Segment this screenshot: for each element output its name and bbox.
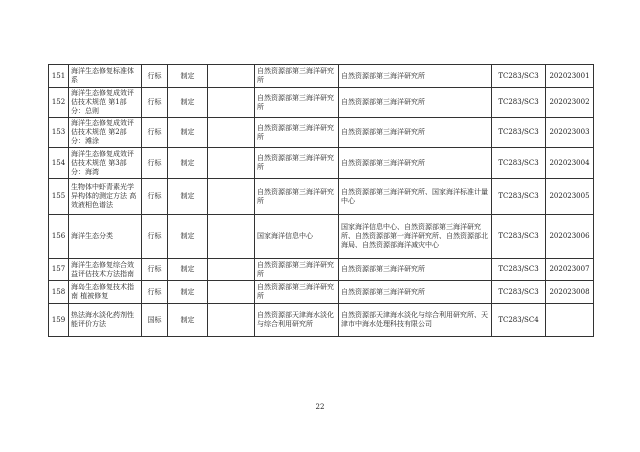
- participating-units: 自然资源部第三海洋研究所: [339, 88, 492, 118]
- action-type: 制定: [168, 259, 208, 281]
- page-number: 22: [315, 403, 325, 411]
- empty-cell: [208, 88, 255, 118]
- participating-units: 自然资源部天津海水淡化与综合利用研究所、天津市中海水处理科技有限公司: [339, 304, 492, 337]
- table-row: [49, 304, 594, 337]
- action-type: 制定: [168, 118, 208, 148]
- plan-number: 202023004: [546, 148, 594, 179]
- row-number: 158: [49, 281, 69, 304]
- standard-type: 行标: [142, 88, 168, 118]
- empty-cell: [208, 281, 255, 304]
- committee-code: TC283/SC3: [492, 148, 546, 179]
- table-row: [49, 65, 594, 88]
- committee-code: TC283/SC3: [492, 215, 546, 259]
- committee-code: TC283/SC3: [492, 88, 546, 118]
- row-number: 156: [49, 215, 69, 259]
- empty-cell: [208, 65, 255, 88]
- participating-units: 国家海洋信息中心、自然资源部第三海洋研究所、自然资源部第一海洋研究所、自然资源部北海局、自然资源部海洋减灾中心: [339, 215, 492, 259]
- plan-number: [546, 304, 594, 337]
- plan-number: 202023005: [546, 179, 594, 215]
- committee-code: TC283/SC3: [492, 281, 546, 304]
- empty-cell: [208, 179, 255, 215]
- participating-units: 自然资源部第三海洋研究所: [339, 65, 492, 88]
- action-type: 制定: [168, 179, 208, 215]
- standard-name: 海洋生态修复综合效益评估技术方法指南: [69, 259, 142, 281]
- table-row: [49, 148, 594, 179]
- participating-units: 自然资源部第三海洋研究所、国家海洋标准计量中心: [339, 179, 492, 215]
- plan-number: 202023008: [546, 281, 594, 304]
- row-number: 157: [49, 259, 69, 281]
- standard-name: 生物体中虾青素光学异构体的测定方法 高效液相色谱法: [69, 179, 142, 215]
- row-number: 154: [49, 148, 69, 179]
- committee-code: TC283/SC3: [492, 118, 546, 148]
- standard-name: 海洋生态修复标准体系: [69, 65, 142, 88]
- empty-cell: [208, 304, 255, 337]
- plan-number: 202023001: [546, 65, 594, 88]
- participating-units: 自然资源部第三海洋研究所: [339, 259, 492, 281]
- drafting-unit: 自然资源部第三海洋研究所: [255, 88, 339, 118]
- standard-name: 热法海水淡化药剂性能评价方法: [69, 304, 142, 337]
- table-row: [49, 259, 594, 281]
- row-number: 159: [49, 304, 69, 337]
- committee-code: TC283/SC3: [492, 179, 546, 215]
- participating-units: 自然资源部第三海洋研究所: [339, 148, 492, 179]
- drafting-unit: 自然资源部第三海洋研究所: [255, 259, 339, 281]
- drafting-unit: 自然资源部第三海洋研究所: [255, 179, 339, 215]
- row-number: 155: [49, 179, 69, 215]
- empty-cell: [208, 215, 255, 259]
- table-row: [49, 215, 594, 259]
- table-row: [49, 281, 594, 304]
- standard-name: 海洋生态分类: [69, 215, 142, 259]
- drafting-unit: 自然资源部天津海水淡化与综合利用研究所: [255, 304, 339, 337]
- standard-name: 海洋生态修复成效评估技术规范 第3部分：海湾: [69, 148, 142, 179]
- action-type: 制定: [168, 215, 208, 259]
- standards-table: [48, 64, 594, 337]
- drafting-unit: 国家海洋信息中心: [255, 215, 339, 259]
- standard-name: 海洋生态修复成效评估技术规范 第1部分：总则: [69, 88, 142, 118]
- action-type: 制定: [168, 88, 208, 118]
- standard-name: 海岛生态修复技术指南 植被修复: [69, 281, 142, 304]
- drafting-unit: 自然资源部第三海洋研究所: [255, 281, 339, 304]
- standard-type: 行标: [142, 148, 168, 179]
- standard-type: 行标: [142, 65, 168, 88]
- committee-code: TC283/SC3: [492, 259, 546, 281]
- plan-number: 202023006: [546, 215, 594, 259]
- table-row: [49, 88, 594, 118]
- standard-type: 行标: [142, 179, 168, 215]
- committee-code: TC283/SC4: [492, 304, 546, 337]
- empty-cell: [208, 148, 255, 179]
- standard-type: 行标: [142, 215, 168, 259]
- table-row: [49, 118, 594, 148]
- row-number: 152: [49, 88, 69, 118]
- standard-type: 行标: [142, 118, 168, 148]
- plan-number: 202023003: [546, 118, 594, 148]
- standard-type: 行标: [142, 259, 168, 281]
- drafting-unit: 自然资源部第三海洋研究所: [255, 148, 339, 179]
- table-body: [49, 65, 594, 337]
- plan-number: 202023002: [546, 88, 594, 118]
- standard-type: 国标: [142, 304, 168, 337]
- drafting-unit: 自然资源部第三海洋研究所: [255, 118, 339, 148]
- action-type: 制定: [168, 281, 208, 304]
- plan-number: 202023007: [546, 259, 594, 281]
- action-type: 制定: [168, 304, 208, 337]
- participating-units: 自然资源部第三海洋研究所: [339, 281, 492, 304]
- row-number: 151: [49, 65, 69, 88]
- table-row: [49, 179, 594, 215]
- action-type: 制定: [168, 148, 208, 179]
- standard-name: 海洋生态修复成效评估技术规范 第2部分：滩涂: [69, 118, 142, 148]
- standard-type: 行标: [142, 281, 168, 304]
- committee-code: TC283/SC3: [492, 65, 546, 88]
- empty-cell: [208, 259, 255, 281]
- row-number: 153: [49, 118, 69, 148]
- action-type: 制定: [168, 65, 208, 88]
- drafting-unit: 自然资源部第三海洋研究所: [255, 65, 339, 88]
- empty-cell: [208, 118, 255, 148]
- participating-units: 自然资源部第三海洋研究所: [339, 118, 492, 148]
